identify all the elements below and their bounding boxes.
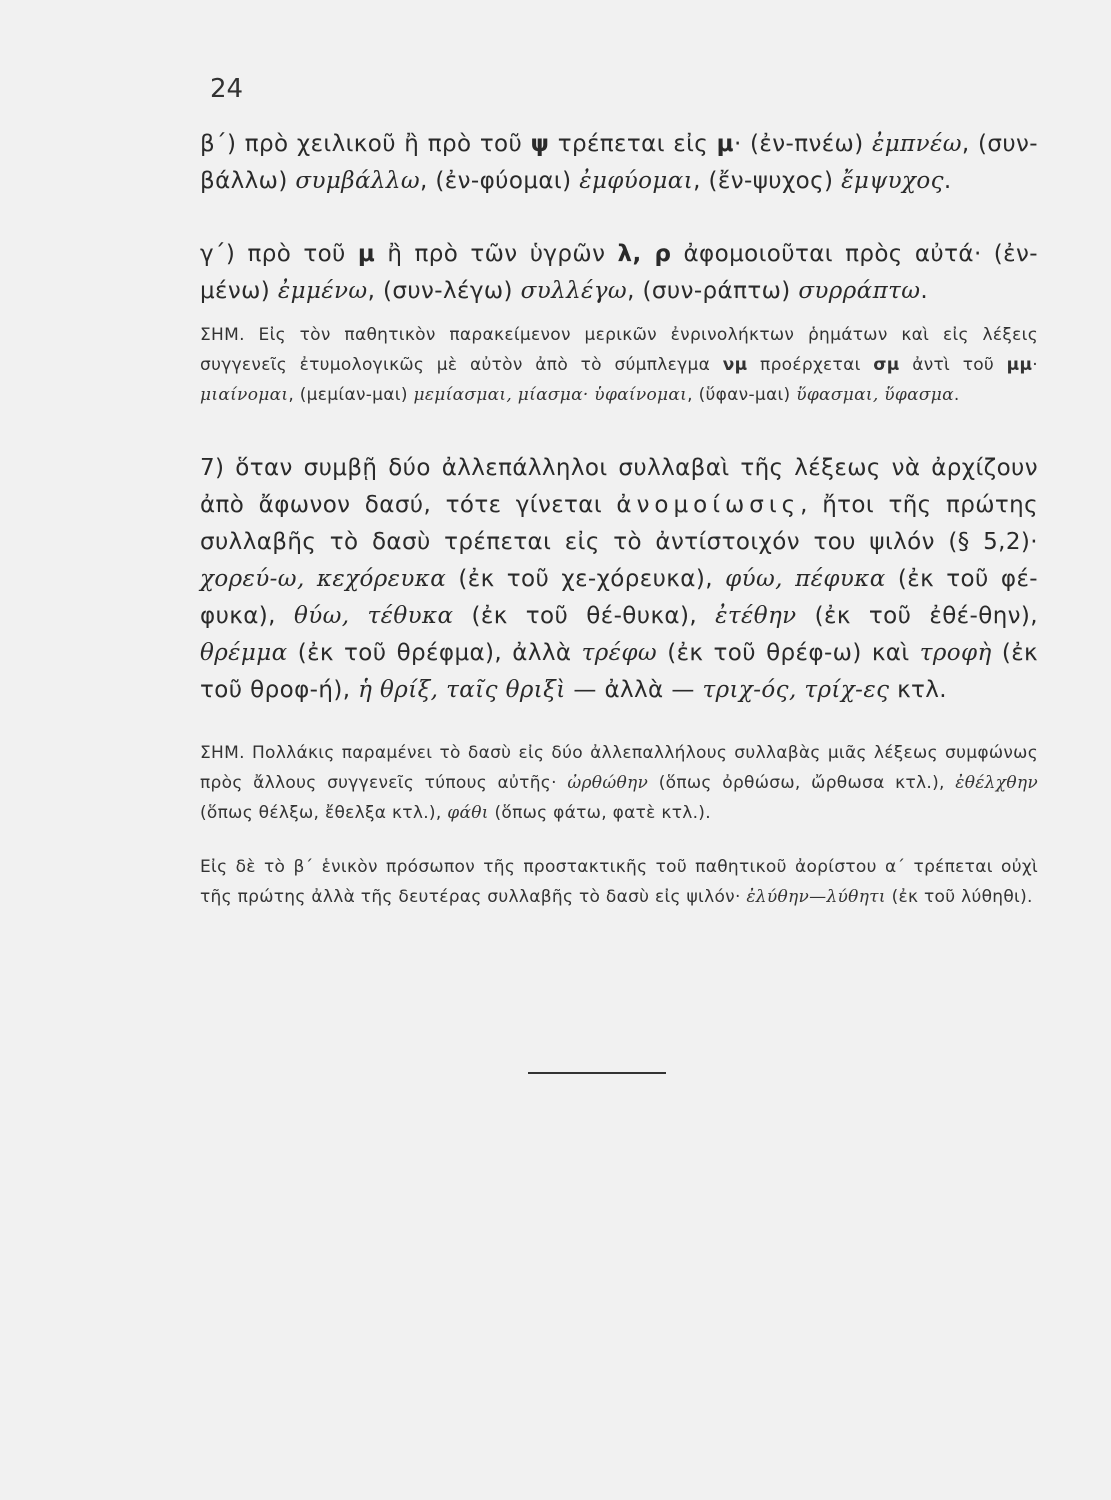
- note-imperative-aorist: Εἰς δὲ τὸ β΄ ἑνικὸν πρόσωπον τῆς προστακτικῆς τοῦ παθητικοῦ ἀορίστου α΄ τρέπεται οὐχὶ τῆς πρώτης ἀλλὰ τῆς δευτέρας συλλαβῆς τὸ δασὺ εἰς ψιλόν· ἐλύθην—λύθητι (ἐκ τοῦ λύθηθι).: [200, 857, 1038, 907]
- page-number: 24: [210, 74, 244, 104]
- paragraph-dissimilation: 7) ὅταν συμβῇ δύο ἀλλεπάλληλοι συλλαβαὶ τῆς λέξεως νὰ ἀρχίζουν ἀπὸ ἄφωνον δασύ, τότε γίνεται ἀνομοίωσις, ἤτοι τῆς πρώτης συλλαβῆς τὸ δασὺ τρέπεται εἰς τὸ ἀντίστοιχόν του ψιλόν (§ 5,2)· χορεύ-ω, κεχόρευκα (ἐκ τοῦ χε-χόρευκα), φύω, πέφυκα (ἐκ τοῦ φέ-φυκα), θύω, τέθυκα (ἐκ τοῦ θέ-θυκα), ἐτέθην (ἐκ τοῦ ἐθέ-θην), θρέμμα (ἐκ τοῦ θρέφμα), ἀλλὰ τρέφω (ἐκ τοῦ θρέφ-ω) καὶ τροφὴ (ἐκ τοῦ θροφ-ή), ἡ θρίξ, ταῖς θριξὶ — ἀλλὰ — τριχ-ός, τρίχ-ες κτλ.: [200, 455, 1038, 703]
- note-passive-perfect: ΣΗΜ. Εἰς τὸν παθητικὸν παρακείμενον μερικῶν ἐνρινολήκτων ῥημάτων καὶ εἰς λέξεις συγγενεῖς ἐτυμολογικῶς μὲ αὐτὸν ἀπὸ τὸ σύμπλεγμα νμ προέρχεται σμ ἀντὶ τοῦ μμ· μιαίνομαι, (μεμίαν-μαι) μεμίασμαι, μίασμα· ὑφαίνομαι, (ὕφαν-μαι) ὕφασμαι, ὕφασμα.: [200, 325, 1038, 405]
- paragraph-beta: β΄) πρὸ χειλικοῦ ἢ πρὸ τοῦ ψ τρέπεται εἰς μ· (ἐν-πνέω) ἐμπνέω, (συν-βάλλω) συμβάλλω, (ἐν-φύομαι) ἐμφύομαι, (ἔν-ψυχος) ἔμψυχος.: [200, 131, 1038, 194]
- section-end-rule: [528, 1072, 666, 1074]
- paragraph-gamma: γ΄) πρὸ τοῦ μ ἢ πρὸ τῶν ὑγρῶν λ, ρ ἀφομοιοῦται πρὸς αὐτά· (ἐν-μένω) ἐμμένω, (συν-λέγω) συλλέγω, (συν-ράπτω) συρράπτω.: [200, 241, 1038, 304]
- note-aspirate-retained: ΣΗΜ. Πολλάκις παραμένει τὸ δασὺ εἰς δύο ἀλλεπαλλήλους συλλαβὰς μιᾶς λέξεως συμφώνως πρὸς ἄλλους συγγενεῖς τύπους αὐτῆς· ὠρθώθην (ὅπως ὀρθώσω, ὤρθωσα κτλ.), ἐθέλχθην (ὅπως θέλξω, ἔθελξα κτλ.), φάθι (ὅπως φάτω, φατὲ κτλ.).: [200, 743, 1038, 823]
